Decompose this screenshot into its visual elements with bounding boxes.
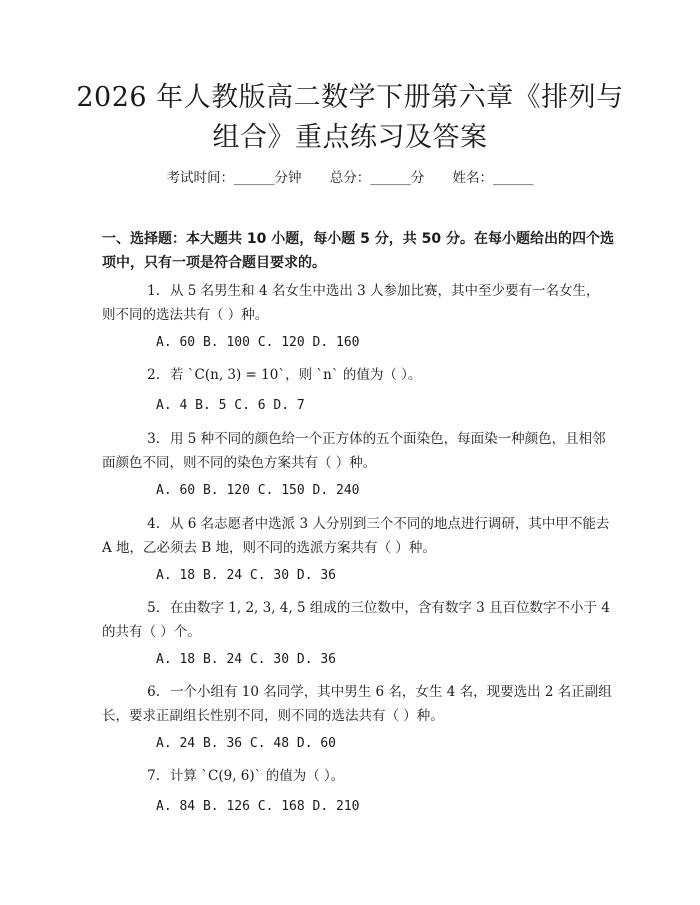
question-1 (102, 279, 612, 327)
question-number: 6. (147, 684, 160, 700)
question-number: 3. (147, 431, 160, 447)
document-title (70, 78, 630, 158)
question-text: 一个小组有 10 名同学，其中男生 6 名，女生 4 名，现要选出 2 名正副组长，要求正副组长性别不同，则不同的选法共有（ ）种。 (102, 684, 612, 724)
question-1-options: A. 60 B. 100 C. 120 D. 160 (156, 335, 360, 350)
question-3-options: A. 60 B. 120 C. 150 D. 240 (156, 483, 360, 498)
question-5-options: A. 18 B. 24 C. 30 D. 36 (156, 652, 337, 667)
question-number: 4. (147, 516, 160, 532)
question-number: 7. (147, 768, 160, 784)
question-text: 在由数字 1, 2, 3, 4, 5 组成的三位数中，含有数字 3 且百位数字不小于 4 的共有（ ）个。 (102, 600, 610, 640)
section-heading: 一、选择题：本大题共 10 小题，每小题 5 分，共 50 分。在每小题给出的四个选项中，只有一项是符合题目要求的。 (102, 231, 614, 271)
question-3 (102, 427, 612, 475)
student-name: 姓名：______ (452, 170, 534, 186)
question-number: 2. (147, 367, 160, 383)
question-4-options: A. 18 B. 24 C. 30 D. 36 (156, 568, 337, 583)
question-6-options: A. 24 B. 36 C. 48 D. 60 (156, 736, 337, 751)
question-text: 用 5 种不同的颜色给一个正方体的五个面染色，每面染一种颜色，且相邻面颜色不同，则不同的染色方案共有（ ）种。 (102, 431, 606, 471)
question-number: 5. (147, 600, 160, 616)
question-2 (102, 363, 612, 387)
title-line-1: 2026 年人教版高二数学下册第六章《排列与 (76, 82, 624, 113)
exam-time: 考试时间：______分钟 (166, 170, 302, 186)
title-line-2: 组合》重点练习及答案 (212, 122, 488, 153)
question-text: 计算 `C(9, 6)` 的值为（ ）。 (170, 768, 345, 784)
question-number: 1. (147, 283, 160, 299)
question-6 (102, 680, 612, 728)
question-text: 从 6 名志愿者中选派 3 人分别到三个不同的地点进行调研，其中甲不能去 A 地，乙必须去 B 地，则不同的选派方案共有（ ）种。 (102, 516, 610, 556)
question-4 (102, 512, 612, 560)
question-7 (102, 764, 612, 788)
question-5 (102, 596, 612, 644)
exam-total-score: 总分：______分 (329, 170, 425, 186)
exam-meta (0, 168, 700, 188)
question-text: 从 5 名男生和 4 名女生中选出 3 人参加比赛，其中至少要有一名女生，则不同的选法共有（ ）种。 (102, 283, 600, 323)
question-2-options: A. 4 B. 5 C. 6 D. 7 (156, 398, 305, 413)
question-7-options: A. 84 B. 126 C. 168 D. 210 (156, 799, 360, 814)
question-text: 若 `C(n, 3) = 10`，则 `n` 的值为（ ）。 (170, 367, 422, 383)
